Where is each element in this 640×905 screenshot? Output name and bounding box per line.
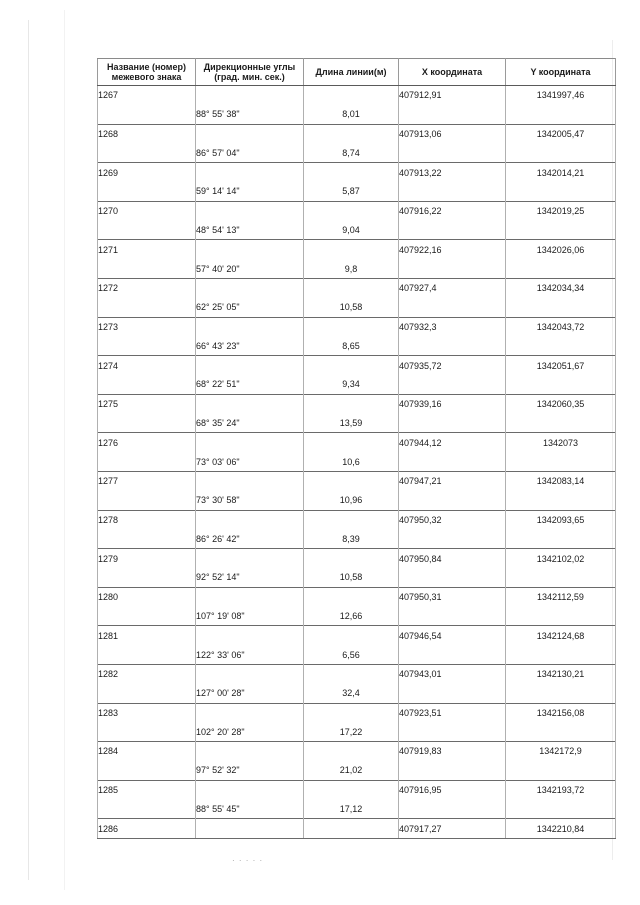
point-row bbox=[98, 664, 616, 683]
direction-angle: 88° 55' 38" bbox=[196, 105, 304, 124]
empty-cell bbox=[196, 394, 304, 413]
line-length: 12,66 bbox=[304, 607, 399, 626]
empty-cell bbox=[304, 819, 399, 839]
direction-angle: 86° 26' 42" bbox=[196, 529, 304, 548]
segment-row bbox=[98, 491, 616, 510]
point-number: 1267 bbox=[98, 86, 196, 105]
empty-cell bbox=[506, 259, 616, 278]
scan-artifact bbox=[64, 10, 65, 890]
point-row bbox=[98, 626, 616, 645]
x-coordinate: 407932,3 bbox=[399, 317, 506, 336]
direction-angle: 92° 52' 14" bbox=[196, 568, 304, 587]
empty-cell bbox=[196, 356, 304, 375]
segment-row bbox=[98, 684, 616, 703]
scan-artifact bbox=[28, 20, 29, 880]
x-coordinate: 407927,4 bbox=[399, 278, 506, 297]
line-length: 9,04 bbox=[304, 221, 399, 240]
y-coordinate: 1342156,08 bbox=[506, 703, 616, 722]
empty-cell bbox=[506, 761, 616, 780]
y-coordinate: 1342060,35 bbox=[506, 394, 616, 413]
empty-cell bbox=[98, 221, 196, 240]
line-length: 32,4 bbox=[304, 684, 399, 703]
y-coordinate: 1342034,34 bbox=[506, 278, 616, 297]
y-coordinate: 1342124,68 bbox=[506, 626, 616, 645]
x-coordinate: 407917,27 bbox=[399, 819, 506, 839]
x-coordinate: 407922,16 bbox=[399, 240, 506, 259]
empty-cell bbox=[399, 491, 506, 510]
direction-angle: 127° 00' 28" bbox=[196, 684, 304, 703]
x-coordinate: 407943,01 bbox=[399, 664, 506, 683]
y-coordinate: 1342043,72 bbox=[506, 317, 616, 336]
line-length: 8,01 bbox=[304, 105, 399, 124]
line-length: 5,87 bbox=[304, 182, 399, 201]
empty-cell bbox=[98, 684, 196, 703]
point-row bbox=[98, 163, 616, 182]
point-number: 1268 bbox=[98, 124, 196, 143]
empty-cell bbox=[196, 433, 304, 452]
segment-row bbox=[98, 105, 616, 124]
empty-cell bbox=[506, 221, 616, 240]
empty-cell bbox=[506, 298, 616, 317]
point-number: 1270 bbox=[98, 201, 196, 220]
point-row bbox=[98, 703, 616, 722]
line-length: 8,39 bbox=[304, 529, 399, 548]
empty-cell bbox=[399, 799, 506, 818]
direction-angle: 88° 55' 45" bbox=[196, 799, 304, 818]
empty-cell bbox=[399, 684, 506, 703]
y-coordinate: 1342073 bbox=[506, 433, 616, 452]
empty-cell bbox=[98, 529, 196, 548]
empty-cell bbox=[304, 394, 399, 413]
empty-cell bbox=[196, 317, 304, 336]
empty-cell bbox=[399, 452, 506, 471]
x-coordinate: 407939,16 bbox=[399, 394, 506, 413]
direction-angle: 48° 54' 13" bbox=[196, 221, 304, 240]
empty-cell bbox=[399, 298, 506, 317]
segment-row bbox=[98, 529, 616, 548]
empty-cell bbox=[506, 452, 616, 471]
empty-cell bbox=[304, 240, 399, 259]
point-row bbox=[98, 819, 616, 839]
empty-cell bbox=[196, 780, 304, 799]
empty-cell bbox=[506, 568, 616, 587]
empty-cell bbox=[399, 568, 506, 587]
empty-cell bbox=[304, 664, 399, 683]
empty-cell bbox=[399, 529, 506, 548]
empty-cell bbox=[196, 240, 304, 259]
empty-cell bbox=[506, 722, 616, 741]
segment-row bbox=[98, 452, 616, 471]
y-coordinate: 1342019,25 bbox=[506, 201, 616, 220]
empty-cell bbox=[196, 124, 304, 143]
line-length: 13,59 bbox=[304, 414, 399, 433]
line-length: 10,58 bbox=[304, 298, 399, 317]
line-length: 10,58 bbox=[304, 568, 399, 587]
y-coordinate: 1342005,47 bbox=[506, 124, 616, 143]
empty-cell bbox=[304, 742, 399, 761]
segment-row bbox=[98, 182, 616, 201]
line-length: 17,12 bbox=[304, 799, 399, 818]
empty-cell bbox=[506, 375, 616, 394]
point-row bbox=[98, 742, 616, 761]
table-header-row bbox=[98, 59, 616, 86]
header-x-coordinate: X координата bbox=[399, 59, 506, 86]
line-length: 10,96 bbox=[304, 491, 399, 510]
empty-cell bbox=[304, 124, 399, 143]
point-row bbox=[98, 201, 616, 220]
empty-cell bbox=[98, 105, 196, 124]
empty-cell bbox=[399, 182, 506, 201]
empty-cell bbox=[506, 529, 616, 548]
point-number: 1282 bbox=[98, 664, 196, 683]
direction-angle: 66° 43' 23" bbox=[196, 336, 304, 355]
x-coordinate: 407919,83 bbox=[399, 742, 506, 761]
y-coordinate: 1341997,46 bbox=[506, 86, 616, 105]
point-row bbox=[98, 549, 616, 568]
segment-row bbox=[98, 722, 616, 741]
point-row bbox=[98, 510, 616, 529]
empty-cell bbox=[98, 491, 196, 510]
direction-angle: 73° 03' 06" bbox=[196, 452, 304, 471]
point-row bbox=[98, 278, 616, 297]
point-row bbox=[98, 86, 616, 105]
empty-cell bbox=[506, 607, 616, 626]
empty-cell bbox=[506, 336, 616, 355]
x-coordinate: 407950,84 bbox=[399, 549, 506, 568]
point-row bbox=[98, 356, 616, 375]
empty-cell bbox=[399, 375, 506, 394]
empty-cell bbox=[98, 336, 196, 355]
empty-cell bbox=[506, 105, 616, 124]
empty-cell bbox=[196, 742, 304, 761]
x-coordinate: 407935,72 bbox=[399, 356, 506, 375]
point-number: 1273 bbox=[98, 317, 196, 336]
empty-cell bbox=[304, 471, 399, 490]
direction-angle: 73° 30' 58" bbox=[196, 491, 304, 510]
x-coordinate: 407913,06 bbox=[399, 124, 506, 143]
direction-angle: 102° 20' 28" bbox=[196, 722, 304, 741]
segment-row bbox=[98, 414, 616, 433]
empty-cell bbox=[98, 722, 196, 741]
empty-cell bbox=[98, 452, 196, 471]
empty-cell bbox=[304, 86, 399, 105]
segment-row bbox=[98, 259, 616, 278]
table-body bbox=[98, 86, 616, 839]
y-coordinate: 1342112,59 bbox=[506, 587, 616, 606]
point-row bbox=[98, 394, 616, 413]
line-length: 9,8 bbox=[304, 259, 399, 278]
line-length: 8,74 bbox=[304, 143, 399, 162]
x-coordinate: 407916,95 bbox=[399, 780, 506, 799]
x-coordinate: 407946,54 bbox=[399, 626, 506, 645]
empty-cell bbox=[304, 278, 399, 297]
direction-angle: 59° 14' 14" bbox=[196, 182, 304, 201]
empty-cell bbox=[399, 645, 506, 664]
empty-cell bbox=[304, 163, 399, 182]
y-coordinate: 1342193,72 bbox=[506, 780, 616, 799]
empty-cell bbox=[399, 105, 506, 124]
empty-cell bbox=[196, 163, 304, 182]
segment-row bbox=[98, 143, 616, 162]
y-coordinate: 1342102,02 bbox=[506, 549, 616, 568]
empty-cell bbox=[196, 587, 304, 606]
x-coordinate: 407923,51 bbox=[399, 703, 506, 722]
boundary-coordinates-table bbox=[97, 58, 616, 839]
point-row bbox=[98, 587, 616, 606]
x-coordinate: 407944,12 bbox=[399, 433, 506, 452]
empty-cell bbox=[506, 645, 616, 664]
point-number: 1275 bbox=[98, 394, 196, 413]
x-coordinate: 407916,22 bbox=[399, 201, 506, 220]
empty-cell bbox=[506, 491, 616, 510]
y-coordinate: 1342026,06 bbox=[506, 240, 616, 259]
line-length: 10,6 bbox=[304, 452, 399, 471]
empty-cell bbox=[196, 86, 304, 105]
point-number: 1281 bbox=[98, 626, 196, 645]
point-number: 1279 bbox=[98, 549, 196, 568]
line-length: 6,56 bbox=[304, 645, 399, 664]
empty-cell bbox=[98, 761, 196, 780]
empty-cell bbox=[399, 761, 506, 780]
y-coordinate: 1342051,67 bbox=[506, 356, 616, 375]
point-number: 1278 bbox=[98, 510, 196, 529]
line-length: 8,65 bbox=[304, 336, 399, 355]
y-coordinate: 1342083,14 bbox=[506, 471, 616, 490]
point-row bbox=[98, 124, 616, 143]
empty-cell bbox=[304, 356, 399, 375]
direction-angle: 122° 33' 06" bbox=[196, 645, 304, 664]
segment-row bbox=[98, 336, 616, 355]
point-number: 1285 bbox=[98, 780, 196, 799]
empty-cell bbox=[506, 143, 616, 162]
empty-cell bbox=[98, 645, 196, 664]
point-number: 1286 bbox=[98, 819, 196, 839]
x-coordinate: 407912,91 bbox=[399, 86, 506, 105]
point-number: 1269 bbox=[98, 163, 196, 182]
empty-cell bbox=[506, 684, 616, 703]
empty-cell bbox=[196, 703, 304, 722]
empty-cell bbox=[98, 298, 196, 317]
y-coordinate: 1342130,21 bbox=[506, 664, 616, 683]
segment-row bbox=[98, 375, 616, 394]
y-coordinate: 1342093,65 bbox=[506, 510, 616, 529]
empty-cell bbox=[98, 799, 196, 818]
direction-angle: 57° 40' 20" bbox=[196, 259, 304, 278]
direction-angle: 86° 57' 04" bbox=[196, 143, 304, 162]
line-length: 9,34 bbox=[304, 375, 399, 394]
point-number: 1283 bbox=[98, 703, 196, 722]
empty-cell bbox=[304, 510, 399, 529]
empty-cell bbox=[98, 259, 196, 278]
empty-cell bbox=[506, 799, 616, 818]
header-y-coordinate: Y координата bbox=[506, 59, 616, 86]
empty-cell bbox=[304, 703, 399, 722]
direction-angle: 68° 35' 24" bbox=[196, 414, 304, 433]
segment-row bbox=[98, 568, 616, 587]
header-direction-angle: Дирекционные углы (град. мин. сек.) bbox=[196, 59, 304, 86]
empty-cell bbox=[399, 414, 506, 433]
empty-cell bbox=[304, 433, 399, 452]
x-coordinate: 407913,22 bbox=[399, 163, 506, 182]
point-number: 1276 bbox=[98, 433, 196, 452]
line-length: 21,02 bbox=[304, 761, 399, 780]
x-coordinate: 407950,32 bbox=[399, 510, 506, 529]
segment-row bbox=[98, 607, 616, 626]
empty-cell bbox=[304, 201, 399, 220]
empty-cell bbox=[304, 587, 399, 606]
point-row bbox=[98, 240, 616, 259]
segment-row bbox=[98, 761, 616, 780]
point-number: 1284 bbox=[98, 742, 196, 761]
empty-cell bbox=[98, 143, 196, 162]
empty-cell bbox=[399, 722, 506, 741]
y-coordinate: 1342172,9 bbox=[506, 742, 616, 761]
empty-cell bbox=[304, 626, 399, 645]
point-row bbox=[98, 780, 616, 799]
empty-cell bbox=[399, 607, 506, 626]
empty-cell bbox=[506, 182, 616, 201]
footer-scan-noise: · · · · · bbox=[232, 856, 264, 865]
point-number: 1280 bbox=[98, 587, 196, 606]
empty-cell bbox=[98, 182, 196, 201]
y-coordinate: 1342014,21 bbox=[506, 163, 616, 182]
empty-cell bbox=[304, 549, 399, 568]
empty-cell bbox=[304, 317, 399, 336]
point-row bbox=[98, 471, 616, 490]
point-row bbox=[98, 317, 616, 336]
empty-cell bbox=[98, 375, 196, 394]
empty-cell bbox=[399, 336, 506, 355]
empty-cell bbox=[196, 664, 304, 683]
direction-angle: 97° 52' 32" bbox=[196, 761, 304, 780]
header-point-number: Название (номер) межевого знака bbox=[98, 59, 196, 86]
header-line-length: Длина линии(м) bbox=[304, 59, 399, 86]
empty-cell bbox=[196, 201, 304, 220]
empty-cell bbox=[98, 607, 196, 626]
empty-cell bbox=[399, 221, 506, 240]
direction-angle: 62° 25' 05" bbox=[196, 298, 304, 317]
y-coordinate: 1342210,84 bbox=[506, 819, 616, 839]
x-coordinate: 407947,21 bbox=[399, 471, 506, 490]
empty-cell bbox=[196, 819, 304, 839]
x-coordinate: 407950,31 bbox=[399, 587, 506, 606]
empty-cell bbox=[196, 278, 304, 297]
empty-cell bbox=[196, 549, 304, 568]
line-length: 17,22 bbox=[304, 722, 399, 741]
empty-cell bbox=[196, 510, 304, 529]
empty-cell bbox=[506, 414, 616, 433]
empty-cell bbox=[399, 143, 506, 162]
empty-cell bbox=[98, 414, 196, 433]
point-number: 1277 bbox=[98, 471, 196, 490]
point-number: 1271 bbox=[98, 240, 196, 259]
segment-row bbox=[98, 298, 616, 317]
empty-cell bbox=[196, 626, 304, 645]
segment-row bbox=[98, 221, 616, 240]
direction-angle: 68° 22' 51" bbox=[196, 375, 304, 394]
empty-cell bbox=[98, 568, 196, 587]
point-number: 1274 bbox=[98, 356, 196, 375]
point-number: 1272 bbox=[98, 278, 196, 297]
point-row bbox=[98, 433, 616, 452]
segment-row bbox=[98, 645, 616, 664]
empty-cell bbox=[196, 471, 304, 490]
segment-row bbox=[98, 799, 616, 818]
empty-cell bbox=[399, 259, 506, 278]
direction-angle: 107° 19' 08" bbox=[196, 607, 304, 626]
empty-cell bbox=[304, 780, 399, 799]
